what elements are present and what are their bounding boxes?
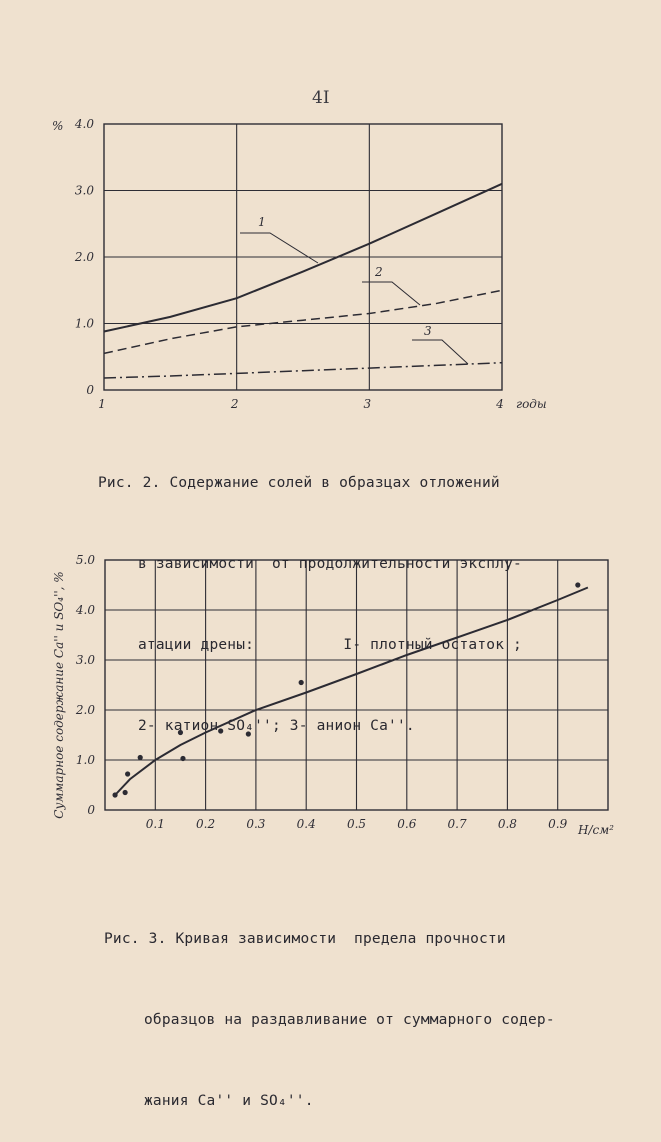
figure-3-caption-line: жания Ca'' и SO₄''. [144, 1093, 314, 1109]
fig3-x-tick-label: 0.2 [196, 817, 216, 831]
fig3-x-tick-label: 0.3 [246, 817, 266, 831]
fig3-y-axis-label: Суммарное содержание Ca'' и SO₄'', % [52, 571, 66, 819]
fig3-data-point [575, 582, 580, 587]
fig2-x-tick-label: 3 [363, 397, 372, 411]
fig3-data-point [112, 792, 117, 797]
figure-3-caption-line: Рис. 3. Кривая зависимости предела прочности [104, 931, 506, 947]
fig3-y-tick-label: 5.0 [75, 553, 95, 567]
fig2-series-2-line [104, 290, 502, 353]
fig3-x-tick-label: 0.6 [397, 817, 417, 831]
fig3-x-tick-label: 0.5 [346, 817, 367, 831]
figure-2-chart [52, 117, 547, 411]
fig2-curve-number-label: 1 [258, 215, 266, 229]
page-number: 4I [312, 88, 330, 108]
figure-2-caption-line: в зависимости от продолжительности эксплу- [138, 556, 522, 572]
fig3-x-axis-label: Н/см² [578, 823, 614, 837]
fig3-x-tick-label: 0.7 [447, 817, 467, 831]
fig2-curve-leader [362, 282, 420, 305]
fig3-x-tick-label: 0.4 [296, 817, 316, 831]
fig3-x-tick-label: 0.9 [548, 817, 568, 831]
fig2-y-axis-label: % [52, 119, 64, 133]
fig3-y-tick-label: 3.0 [75, 653, 95, 667]
figure-2-caption [98, 416, 522, 767]
fig3-data-point [125, 771, 130, 776]
fig3-data-point [123, 790, 128, 795]
fig3-y-tick-label: 1.0 [75, 753, 95, 767]
fig2-x-axis-label: годы [516, 397, 547, 411]
fig2-y-tick-label: 2.0 [74, 250, 94, 264]
fig2-y-tick-label: 0 [86, 383, 94, 397]
fig2-y-tick-label: 3.0 [74, 183, 94, 198]
figure-3-caption [104, 872, 555, 1142]
fig3-y-tick-label: 0 [87, 803, 95, 817]
fig2-curve-leader [412, 340, 468, 364]
fig3-x-tick-label: 0.1 [145, 817, 165, 831]
fig2-curve-leader [240, 233, 318, 263]
fig2-series-1-line [104, 184, 502, 332]
fig2-curve-number-label: 2 [375, 265, 383, 279]
figure-2-caption-line: атации дрены: I- плотный остаток ; [138, 637, 522, 653]
fig2-y-tick-label: 1.0 [74, 316, 94, 331]
figure-2-caption-line: Рис. 2. Содержание солей в образцах отложений [98, 475, 500, 491]
fig2-curve-number-label: 3 [424, 324, 432, 338]
figure-2-caption-line: 2- катион SO₄''; 3- анион Ca''. [138, 718, 415, 734]
fig2-x-tick-label: 1 [98, 397, 106, 411]
fig3-x-tick-label: 0.8 [497, 817, 517, 831]
fig2-y-tick-label: 4.0 [74, 117, 94, 131]
fig2-series-3-line [104, 363, 502, 378]
figure-3-caption-line: образцов на раздавливание от суммарного содер- [144, 1012, 555, 1028]
fig3-y-tick-label: 2.0 [75, 703, 95, 717]
fig2-x-tick-label: 2 [230, 397, 239, 411]
fig2-x-tick-label: 4 [496, 397, 504, 411]
fig3-y-tick-label: 4.0 [75, 603, 95, 617]
